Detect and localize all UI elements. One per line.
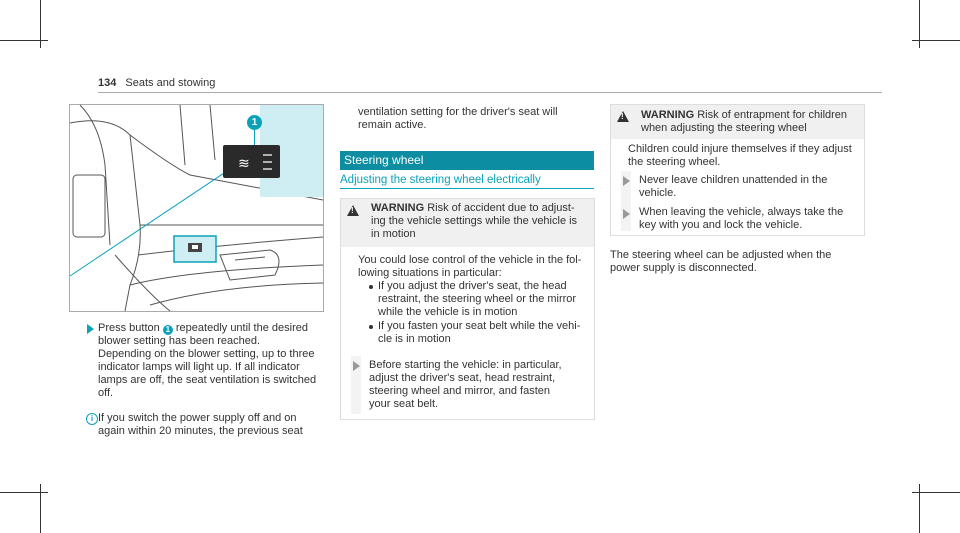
bullet-icon — [369, 325, 373, 329]
section-title: Steering wheel — [340, 151, 594, 170]
warning-bullet-1: If you adjust the driver's seat, the head restraint, the steering wheel or the mirror while the vehicle is in motion — [378, 280, 577, 318]
warning-action: Before starting the vehicle: in particular, adjust the driver's seat, head restraint, steering wheel and mirror, and fasten your seat belt. — [369, 359, 562, 410]
section-name: Seats and stowing — [125, 77, 216, 89]
warning-heading: WARNING Risk of accident due to adjust- ing the vehicle settings while the vehicle is in motion — [371, 202, 578, 240]
subsection-underline — [340, 188, 594, 189]
body-paragraph: The steering wheel can be adjusted when the power supply is disconnected. — [610, 249, 832, 274]
bullet-icon — [369, 285, 373, 289]
note-text: If you switch the power supply off and on again within 20 minutes, the previous seat — [98, 412, 303, 437]
crop-mark — [0, 40, 48, 41]
warning-bullet-2: If you fasten your seat belt while the vehi- cle is in motion — [378, 320, 581, 345]
warning-triangle-icon — [617, 111, 629, 122]
warning-triangle-icon — [347, 205, 359, 216]
step-1-text: Press button 1 repeatedly until the desired blower setting has been reached. Depending on the blower setting, up to three indicator lamps will light up. If all indicator lamps are off, the seat ventilation is switched off. — [98, 322, 317, 399]
info-icon: i — [86, 413, 98, 425]
door-panel-illustration — [69, 104, 324, 312]
step-arrow-icon — [623, 176, 630, 186]
step-arrow-icon — [353, 361, 360, 371]
seat-ventilation-button-drawing — [238, 105, 323, 197]
step-arrow-icon — [87, 324, 94, 334]
callout-1-icon: 1 — [163, 325, 173, 335]
warning-heading: WARNING Risk of entrapment for children when adjusting the steering wheel — [641, 109, 848, 134]
warning-box-accident — [340, 198, 595, 420]
button-detail-inset — [238, 105, 323, 197]
svg-text:≋: ≋ — [238, 156, 250, 172]
continued-note-text: ventilation setting for the driver's seat will remain active. — [358, 106, 558, 131]
crop-mark — [912, 492, 960, 493]
header-divider — [98, 92, 882, 93]
callout-leader — [254, 130, 255, 145]
crop-mark — [0, 492, 48, 493]
callout-1-badge: 1 — [247, 115, 262, 130]
warning-action-1: Never leave children unattended in the vehicle. — [639, 174, 828, 199]
warning-body: You could lose control of the vehicle in the fol- lowing situations in particular: — [358, 254, 582, 279]
warning-box-entrapment — [610, 104, 865, 236]
page-header — [98, 77, 215, 89]
page-number: 134 — [98, 77, 117, 89]
warning-body: Children could injure themselves if they adjust the steering wheel. — [628, 143, 852, 168]
subsection-title: Adjusting the steering wheel electrically — [340, 174, 541, 186]
crop-mark — [912, 40, 960, 41]
warning-action-2: When leaving the vehicle, always take the key with you and lock the vehicle. — [639, 206, 844, 231]
step-arrow-icon — [623, 209, 630, 219]
